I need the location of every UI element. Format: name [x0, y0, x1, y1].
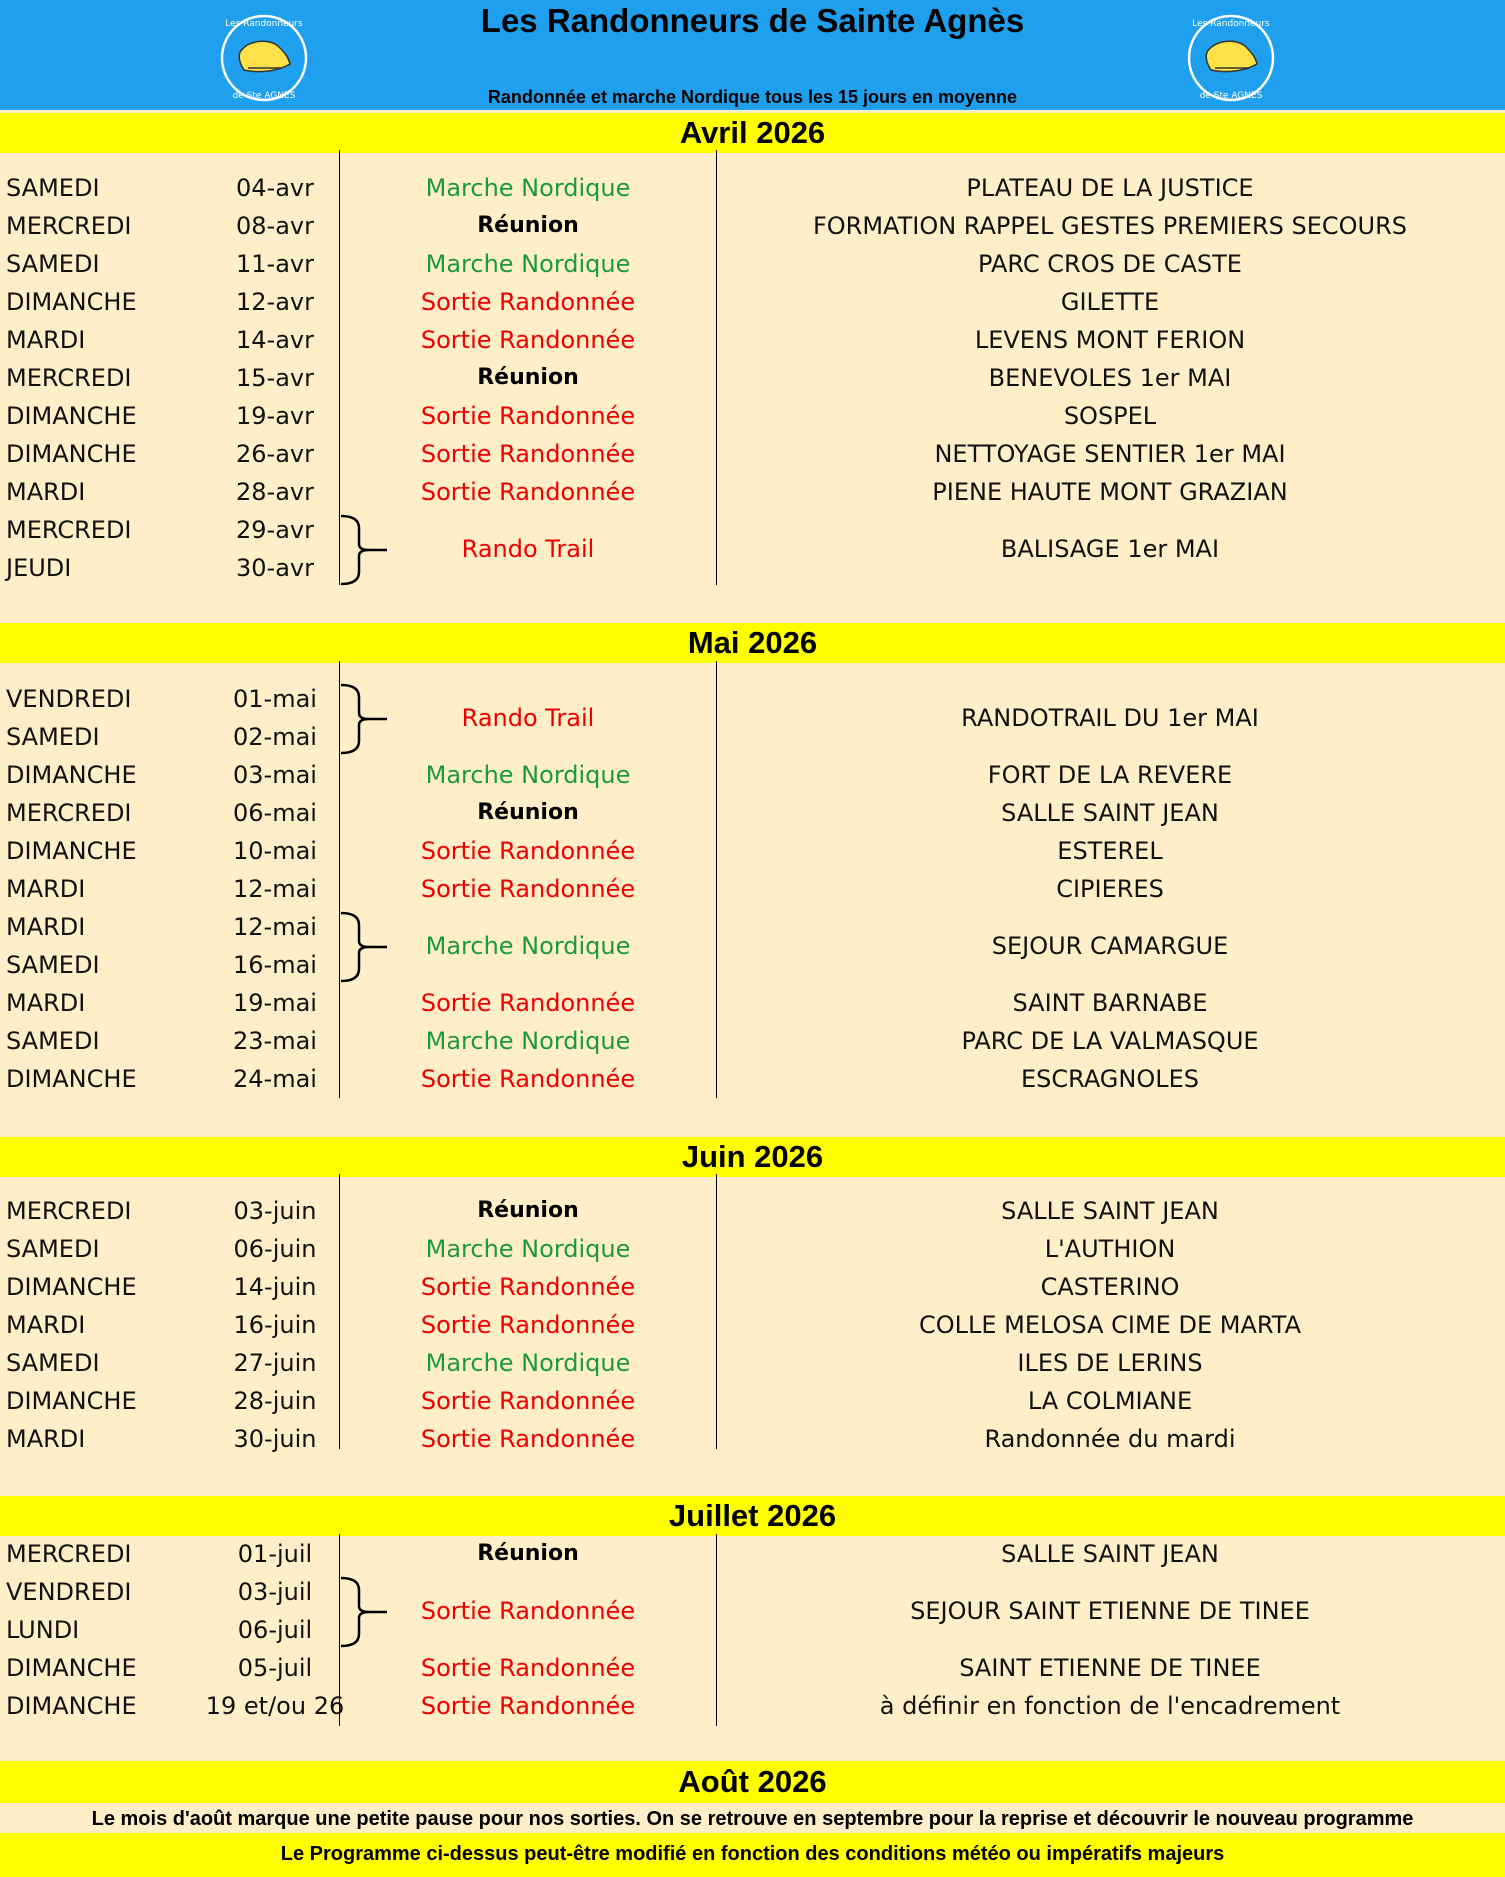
- logo-text-bottom: de Ste AGNES: [1199, 91, 1263, 101]
- row-activity-type: Rando Trail: [461, 535, 595, 563]
- row-destination: SALLE SAINT JEAN: [1001, 1540, 1219, 1568]
- row-date: 03-juin: [233, 1197, 317, 1225]
- row-date: 06-juin: [233, 1235, 317, 1263]
- row-destination: SAINT ETIENNE DE TINEE: [959, 1654, 1261, 1682]
- row-destination: SEJOUR SAINT ETIENNE DE TINEE: [910, 1597, 1310, 1625]
- row-date: 14-juin: [233, 1273, 317, 1301]
- month-header-aout: Août 2026: [0, 1761, 1505, 1803]
- row-date: 05-juil: [237, 1654, 313, 1682]
- row-destination: PARC CROS DE CASTE: [978, 250, 1242, 278]
- row-destination: PIENE HAUTE MONT GRAZIAN: [932, 478, 1288, 506]
- row-date: 26-avr: [236, 440, 314, 468]
- row-date: 02-mai: [233, 723, 317, 751]
- row-day: DIMANCHE: [6, 837, 137, 865]
- month-header: Juin 2026: [0, 1137, 1505, 1177]
- row-day: SAMEDI: [6, 951, 100, 979]
- row-date: 30-avr: [236, 554, 314, 582]
- row-destination: ILES DE LERINS: [1017, 1349, 1203, 1377]
- row-day: MARDI: [6, 326, 86, 354]
- page-subtitle: Randonnée et marche Nordique tous les 15 jours en moyenne: [487, 87, 1018, 107]
- row-destination: FORMATION RAPPEL GESTES PREMIERS SECOURS: [812, 212, 1408, 240]
- row-activity-type: Réunion: [477, 365, 579, 390]
- row-day: DIMANCHE: [6, 1273, 137, 1301]
- row-activity-type: Marche Nordique: [425, 1349, 631, 1377]
- row-date: 01-mai: [233, 685, 317, 713]
- row-destination: SAINT BARNABE: [1012, 989, 1208, 1017]
- page-title: Les Randonneurs de Sainte Agnès: [480, 2, 1025, 39]
- row-destination: ESCRAGNOLES: [1020, 1065, 1200, 1093]
- row-activity-type: Réunion: [477, 800, 579, 825]
- row-day: MERCREDI: [6, 364, 132, 392]
- row-day: MERCREDI: [6, 1197, 132, 1225]
- row-day: MERCREDI: [6, 1540, 132, 1568]
- row-activity-type: Sortie Randonnée: [420, 1654, 636, 1682]
- row-day: MARDI: [6, 913, 86, 941]
- column-divider-right: [716, 150, 717, 585]
- row-day: MERCREDI: [6, 212, 132, 240]
- row-activity-type: Sortie Randonnée: [420, 1692, 636, 1720]
- month-header: Mai 2026: [0, 623, 1505, 663]
- row-date: 10-mai: [233, 837, 317, 865]
- row-date: 27-juin: [233, 1349, 317, 1377]
- row-destination: à définir en fonction de l'encadrement: [879, 1692, 1341, 1720]
- row-date: 06-mai: [233, 799, 317, 827]
- row-day: MARDI: [6, 875, 86, 903]
- row-date: 06-juil: [237, 1616, 313, 1644]
- row-activity-type: Rando Trail: [461, 704, 595, 732]
- row-activity-type: Sortie Randonnée: [420, 326, 636, 354]
- row-date: 12-mai: [233, 875, 317, 903]
- footer-disclaimer: Le Programme ci-dessus peut-être modifié en fonction des conditions météo ou impératifs majeurs: [280, 1843, 1225, 1865]
- row-date: 08-avr: [236, 212, 314, 240]
- row-date: 16-juin: [233, 1311, 317, 1339]
- row-activity-type: Sortie Randonnée: [420, 288, 636, 316]
- logo-text-top: Les Randonneurs: [1192, 19, 1270, 29]
- column-divider-right: [716, 1174, 717, 1449]
- row-destination: SALLE SAINT JEAN: [1001, 799, 1219, 827]
- row-destination: SEJOUR CAMARGUE: [991, 932, 1229, 960]
- row-day: LUNDI: [6, 1616, 80, 1644]
- row-destination: FORT DE LA REVERE: [987, 761, 1233, 789]
- row-date: 30-juin: [233, 1425, 317, 1453]
- row-date: 01-juil: [237, 1540, 313, 1568]
- row-date: 03-mai: [233, 761, 317, 789]
- row-day: SAMEDI: [6, 723, 100, 751]
- row-activity-type: Sortie Randonnée: [420, 1273, 636, 1301]
- row-day: DIMANCHE: [6, 1692, 137, 1720]
- row-destination: NETTOYAGE SENTIER 1er MAI: [934, 440, 1286, 468]
- row-date: 29-avr: [236, 516, 314, 544]
- row-day: DIMANCHE: [6, 1654, 137, 1682]
- row-date: 11-avr: [236, 250, 314, 278]
- row-date: 03-juil: [237, 1578, 313, 1606]
- row-destination: ESTEREL: [1057, 837, 1163, 865]
- august-note: Le mois d'août marque une petite pause pour nos sorties. On se retrouve en septembre pour la reprise et découvrir le nouveau programme: [91, 1808, 1414, 1830]
- row-destination: LA COLMIANE: [1027, 1387, 1193, 1415]
- row-activity-type: Marche Nordique: [425, 1235, 631, 1263]
- month-header: Juillet 2026: [0, 1496, 1505, 1536]
- row-day: SAMEDI: [6, 1235, 100, 1263]
- row-destination: LEVENS MONT FERION: [974, 326, 1246, 354]
- row-activity-type: Sortie Randonnée: [420, 989, 636, 1017]
- row-day: MARDI: [6, 989, 86, 1017]
- row-day: MARDI: [6, 1311, 86, 1339]
- row-destination: GILETTE: [1060, 288, 1160, 316]
- month-header: Avril 2026: [0, 113, 1505, 153]
- row-day: SAMEDI: [6, 1027, 100, 1055]
- row-activity-type: Marche Nordique: [425, 1027, 631, 1055]
- row-activity-type: Marche Nordique: [425, 174, 631, 202]
- row-activity-type: Sortie Randonnée: [420, 1065, 636, 1093]
- row-date: 19-mai: [233, 989, 317, 1017]
- row-date: 19-avr: [236, 402, 314, 430]
- row-destination: BENEVOLES 1er MAI: [988, 364, 1232, 392]
- row-destination: Randonnée du mardi: [984, 1425, 1236, 1453]
- row-date: 04-avr: [236, 174, 314, 202]
- row-date: 24-mai: [233, 1065, 317, 1093]
- row-activity-type: Marche Nordique: [425, 250, 631, 278]
- row-day: VENDREDI: [6, 685, 132, 713]
- row-date: 28-juin: [233, 1387, 317, 1415]
- row-activity-type: Sortie Randonnée: [420, 837, 636, 865]
- row-destination: COLLE MELOSA CIME DE MARTA: [918, 1311, 1302, 1339]
- row-activity-type: Réunion: [477, 1541, 579, 1566]
- row-activity-type: Réunion: [477, 213, 579, 238]
- row-day: DIMANCHE: [6, 402, 137, 430]
- row-day: SAMEDI: [6, 174, 100, 202]
- row-activity-type: Sortie Randonnée: [420, 1425, 636, 1453]
- row-day: VENDREDI: [6, 1578, 132, 1606]
- row-day: JEUDI: [6, 554, 72, 582]
- row-date: 28-avr: [236, 478, 314, 506]
- row-day: SAMEDI: [6, 250, 100, 278]
- row-date: 23-mai: [233, 1027, 317, 1055]
- row-day: MERCREDI: [6, 799, 132, 827]
- row-day: DIMANCHE: [6, 288, 137, 316]
- row-destination: CASTERINO: [1040, 1273, 1180, 1301]
- row-destination: CIPIERES: [1056, 875, 1164, 903]
- row-destination: L'AUTHION: [1044, 1235, 1176, 1263]
- column-divider-right: [716, 1534, 717, 1726]
- row-activity-type: Sortie Randonnée: [420, 478, 636, 506]
- row-day: DIMANCHE: [6, 440, 137, 468]
- row-day: MARDI: [6, 1425, 86, 1453]
- row-day: DIMANCHE: [6, 1065, 137, 1093]
- row-activity-type: Sortie Randonnée: [420, 1387, 636, 1415]
- row-activity-type: Sortie Randonnée: [420, 440, 636, 468]
- row-day: DIMANCHE: [6, 1387, 137, 1415]
- row-activity-type: Marche Nordique: [425, 761, 631, 789]
- row-destination: RANDOTRAIL DU 1er MAI: [961, 704, 1259, 732]
- row-destination: PLATEAU DE LA JUSTICE: [966, 174, 1254, 202]
- row-activity-type: Réunion: [477, 1198, 579, 1223]
- row-destination: PARC DE LA VALMASQUE: [961, 1027, 1259, 1055]
- logo-text-bottom: de Ste AGNES: [232, 91, 296, 101]
- row-day: DIMANCHE: [6, 761, 137, 789]
- row-day: MERCREDI: [6, 516, 132, 544]
- row-activity-type: Sortie Randonnée: [420, 875, 636, 903]
- row-activity-type: Sortie Randonnée: [420, 1311, 636, 1339]
- row-date: 15-avr: [236, 364, 314, 392]
- row-date: 12-mai: [233, 913, 317, 941]
- logo-text-top: Les Randonneurs: [225, 19, 303, 29]
- row-date: 19 et/ou 26: [205, 1692, 345, 1720]
- row-destination: SOSPEL: [1063, 402, 1157, 430]
- row-destination: BALISAGE 1er MAI: [1000, 535, 1220, 563]
- row-destination: SALLE SAINT JEAN: [1001, 1197, 1219, 1225]
- column-divider-right: [716, 661, 717, 1098]
- row-date: 12-avr: [236, 288, 314, 316]
- row-day: SAMEDI: [6, 1349, 100, 1377]
- row-activity-type: Sortie Randonnée: [420, 1597, 636, 1625]
- row-day: MARDI: [6, 478, 86, 506]
- row-activity-type: Sortie Randonnée: [420, 402, 636, 430]
- row-activity-type: Marche Nordique: [425, 932, 631, 960]
- row-date: 14-avr: [236, 326, 314, 354]
- row-date: 16-mai: [233, 951, 317, 979]
